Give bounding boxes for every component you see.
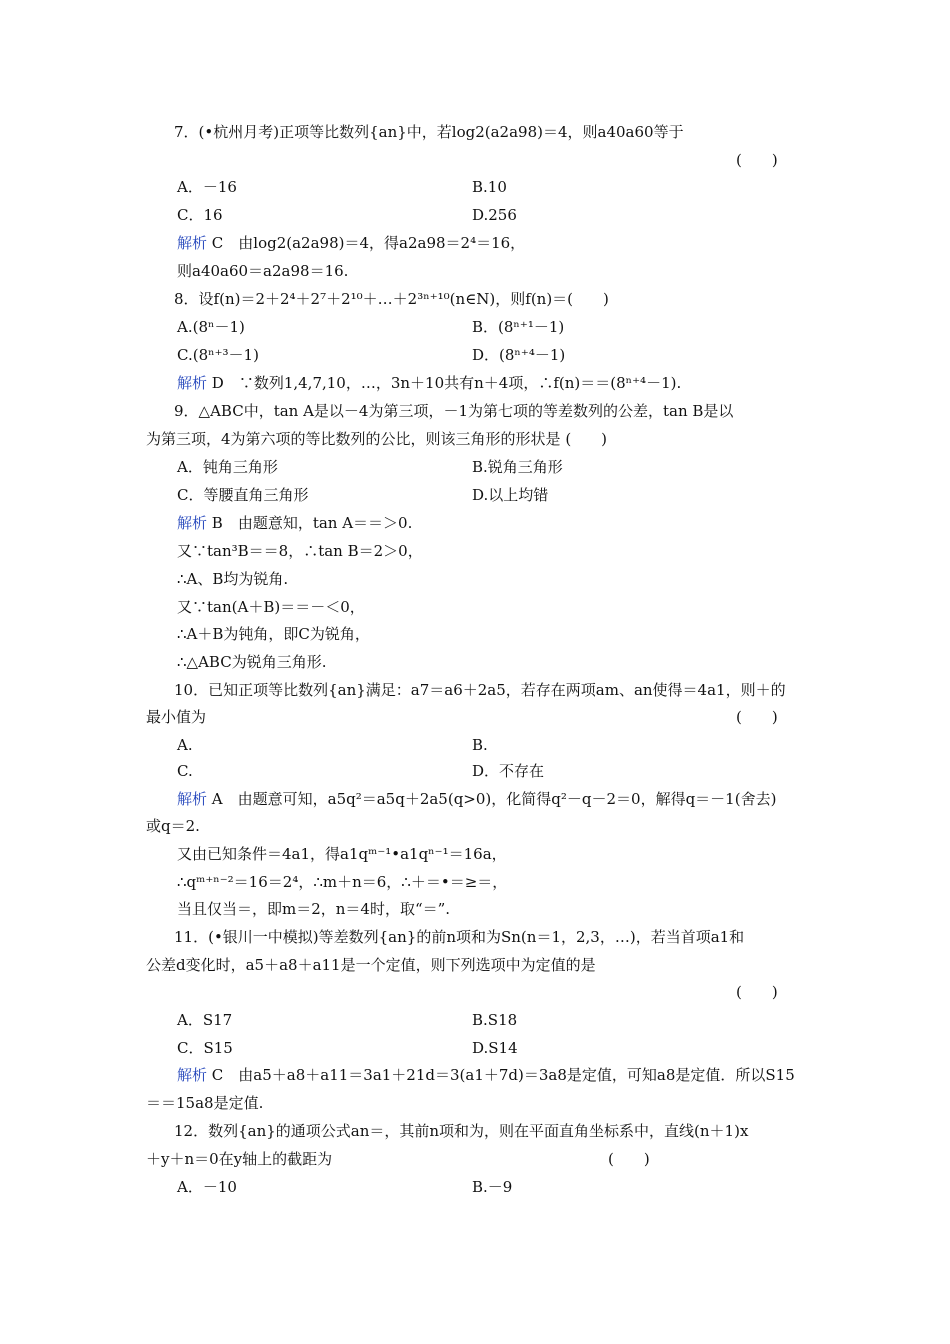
- q9-solution-line-4: 又∵tan(A＋B)＝＝－＜0，: [177, 598, 365, 616]
- q7-option-a: A．－16: [177, 178, 237, 196]
- q11-stem-line-1: 11．(•银川一中模拟)等差数列{an}的前n项和为Sn(n＝1，2,3，…)，若当首项a1和: [174, 928, 745, 946]
- q10-solution-line-1: [177, 788, 776, 810]
- q7-solution-line-1: [177, 232, 525, 254]
- q10-option-c: C.: [177, 762, 193, 780]
- q9-stem-line-2: 为第三项，4为第六项的等比数列的公比，则该三角形的形状是 ( ): [146, 430, 608, 448]
- q10-solution-line-4: ∴qᵐ⁺ⁿ⁻²＝16＝2⁴，∴m＋n＝6，∴＋＝•＝≥＝，: [177, 873, 508, 891]
- q9-option-c: C．等腰直角三角形: [177, 486, 309, 504]
- q8-solution-line-1: [177, 372, 681, 394]
- q11-solution-line-2: ＝＝15a8是定值.: [146, 1094, 264, 1112]
- q10-option-d: D．不存在: [472, 762, 545, 780]
- q9-solution-line-1: [177, 512, 412, 534]
- q8-solution-text: D ∵数列1,4,7,10，…，3n＋10共有n＋4项，∴f(n)＝＝(8ⁿ⁺⁴－1).: [211, 374, 682, 392]
- q7-answer-paren: ( ): [736, 151, 778, 169]
- q12-stem-line-2: ＋y＋n＝0在y轴上的截距为: [146, 1150, 333, 1168]
- q12-stem-line-1: 12．数列{an}的通项公式an＝，其前n项和为，则在平面直角坐标系中，直线(n＋1)x: [174, 1122, 749, 1140]
- q11-solution-text: C 由a5＋a8＋a11＝3a1＋21d＝3(a1＋7d)＝3a8是定值，可知a8是定值．所以S15: [211, 1066, 795, 1084]
- q7-solution-text: C 由log2(a2a98)＝4，得a2a98＝2⁴＝16，: [211, 234, 526, 252]
- q7-solution-tag: 解析: [177, 234, 208, 252]
- q12-answer-paren: ( ): [608, 1150, 650, 1168]
- q7-stem: 7．(•杭州月考)正项等比数列{an}中，若log2(a2a98)＝4，则a40a60等于: [174, 123, 684, 141]
- q11-option-c: C．S15: [177, 1039, 233, 1057]
- q11-option-b: B.S18: [472, 1011, 518, 1029]
- q10-answer-paren: ( ): [736, 708, 778, 726]
- q8-stem: 8．设f(n)＝2＋2⁴＋2⁷＋2¹⁰＋…＋2³ⁿ⁺¹⁰(n∈N)，则f(n)＝( ): [174, 290, 609, 308]
- q8-solution-tag: 解析: [177, 374, 208, 392]
- q10-solution-tag: 解析: [177, 790, 208, 808]
- q11-option-d: D.S14: [472, 1039, 518, 1057]
- q10-option-a: A.: [177, 736, 193, 754]
- q8-option-b: B．(8ⁿ⁺¹－1): [472, 318, 565, 336]
- q9-solution-line-6: ∴△ABC为锐角三角形.: [177, 653, 327, 671]
- q12-option-b: B.－9: [472, 1178, 513, 1196]
- q8-option-d: D．(8ⁿ⁺⁴－1): [472, 346, 566, 364]
- q9-solution-tag: 解析: [177, 514, 208, 532]
- q7-solution-line-2: 则a40a60＝a2a98＝16.: [177, 262, 349, 280]
- q9-solution-line-2: 又∵tan³B＝＝8，∴tan B＝2＞0，: [177, 542, 423, 560]
- q10-solution-line-3: 又由已知条件＝4a1，得a1qᵐ⁻¹•a1qⁿ⁻¹＝16a，: [177, 845, 507, 863]
- q10-option-b: B.: [472, 736, 488, 754]
- q10-stem-line-2: 最小值为: [146, 708, 207, 726]
- q9-solution-line-5: ∴A＋B为钝角，即C为锐角，: [177, 625, 370, 643]
- q9-solution-line-3: ∴A、B均为锐角.: [177, 570, 289, 588]
- q10-solution-text: A 由题意可知，a5q²＝a5q＋2a5(q>0)，化简得q²－q－2＝0，解得q＝－1(舍去): [211, 790, 777, 808]
- q10-solution-line-2: 或q＝2.: [146, 817, 200, 835]
- q11-solution-line-1: [177, 1064, 795, 1086]
- q10-stem-line-1: 10．已知正项等比数列{an}满足：a7＝a6＋2a5，若存在两项am、an使得＝4a1，则＋的: [174, 681, 786, 699]
- q12-option-a: A．－10: [177, 1178, 237, 1196]
- q11-answer-paren: ( ): [736, 983, 778, 1001]
- q7-option-b: B.10: [472, 178, 507, 196]
- q11-stem-line-2: 公差d变化时，a5＋a8＋a11是一个定值，则下列选项中为定值的是: [146, 956, 596, 974]
- q8-option-a: A.(8ⁿ－1): [177, 318, 245, 336]
- q7-option-c: C．16: [177, 206, 223, 224]
- q7-option-d: D.256: [472, 206, 517, 224]
- q8-option-c: C.(8ⁿ⁺³－1): [177, 346, 259, 364]
- q9-stem-line-1: 9．△ABC中，tan A是以－4为第三项，－1为第七项的等差数列的公差，tan B是以: [174, 402, 734, 420]
- q9-solution-text: B 由题意知，tan A＝＝＞0.: [211, 514, 413, 532]
- q9-option-d: D.以上均错: [472, 486, 549, 504]
- q10-solution-line-5: 当且仅当＝，即m＝2，n＝4时，取“＝”.: [177, 900, 451, 918]
- q11-option-a: A．S17: [177, 1011, 233, 1029]
- q11-solution-tag: 解析: [177, 1066, 208, 1084]
- q9-option-a: A．钝角三角形: [177, 458, 278, 476]
- q9-option-b: B.锐角三角形: [472, 458, 563, 476]
